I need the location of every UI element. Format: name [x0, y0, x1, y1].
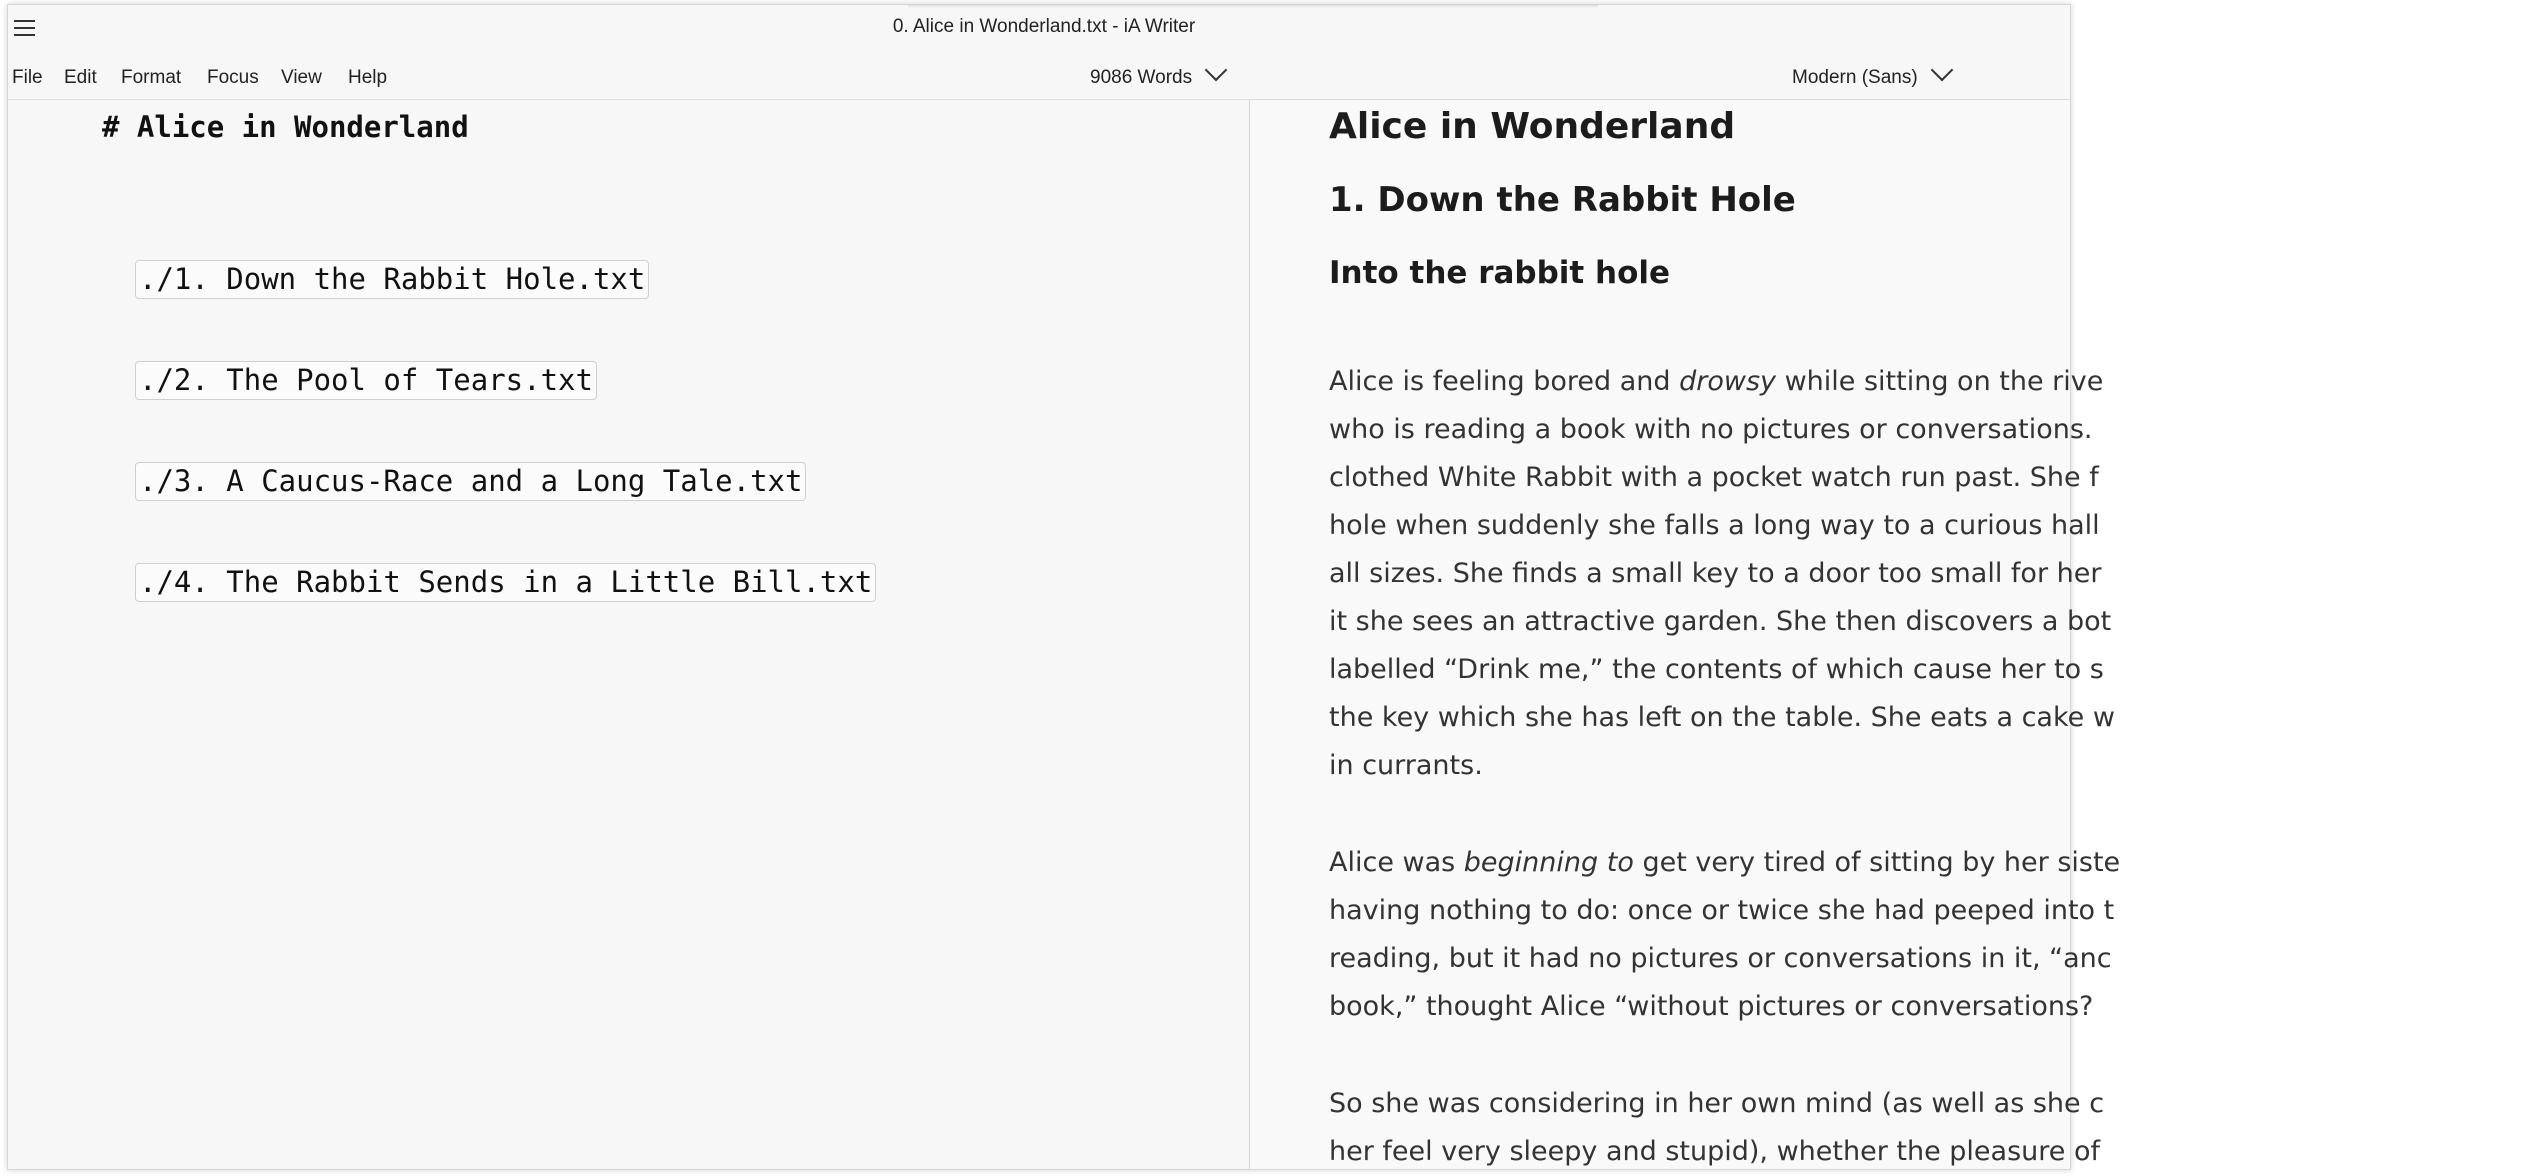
- paragraph-line: her feel very sleepy and stupid), whether the pleasure of: [1329, 1136, 2100, 1167]
- menu-file[interactable]: File: [12, 67, 43, 88]
- editor-heading: # Alice in Wonderland: [102, 110, 469, 144]
- preview-chapter-heading: 1. Down the Rabbit Hole: [1329, 180, 1796, 220]
- menu-format[interactable]: Format: [121, 67, 182, 88]
- font-mode-dropdown[interactable]: [1792, 67, 1950, 89]
- word-count-label: 9086 Words: [1090, 67, 1193, 88]
- menu-bar: [8, 59, 2070, 99]
- menu-help[interactable]: Help: [348, 67, 388, 88]
- title-shadow: [908, 5, 1598, 8]
- file-link-1[interactable]: ./1. Down the Rabbit Hole.txt: [135, 260, 649, 299]
- paragraph-line: clothed White Rabbit with a pocket watch run past. She f: [1329, 462, 2099, 493]
- preview-section-heading: Into the rabbit hole: [1329, 255, 1671, 291]
- paragraph-line: labelled “Drink me,” the contents of which cause her to s: [1329, 654, 2104, 685]
- menu-focus[interactable]: Focus: [207, 67, 259, 88]
- menu-view[interactable]: View: [281, 67, 322, 88]
- paragraph-line: having nothing to do: once or twice she had peeped into t: [1329, 895, 2115, 926]
- window-title: 0. Alice in Wonderland.txt - iA Writer: [892, 16, 1196, 37]
- paragraph-line: Alice is feeling bored and drowsy while sitting on the rive: [1329, 366, 2104, 397]
- file-link-4[interactable]: ./4. The Rabbit Sends in a Little Bill.txt: [135, 563, 876, 602]
- paragraph-line: reading, but it had no pictures or conversations in it, “anc: [1329, 943, 2112, 974]
- emphasis-text: drowsy: [1679, 366, 1776, 397]
- preview-pane[interactable]: [1250, 100, 2121, 1169]
- paragraph-line: all sizes. She finds a small key to a door too small for her: [1329, 558, 2102, 589]
- paragraph-line: hole when suddenly she falls a long way to a curious hall: [1329, 510, 2100, 541]
- paragraph-line: book,” thought Alice “without pictures or conversations?: [1329, 991, 2094, 1022]
- paragraph-line: it she sees an attractive garden. She then discovers a bot: [1329, 606, 2112, 637]
- preview-paragraph-3: [1329, 1080, 2104, 1176]
- font-mode-label: Modern (Sans): [1792, 67, 1918, 88]
- paragraph-line: So she was considering in her own mind (as well as she c: [1329, 1088, 2105, 1119]
- emphasis-text: beginning to: [1463, 847, 1634, 878]
- editor-pane[interactable]: [8, 100, 1250, 1169]
- preview-title: Alice in Wonderland: [1329, 106, 1736, 147]
- file-link-2[interactable]: ./2. The Pool of Tears.txt: [135, 361, 597, 400]
- app-window: [7, 4, 2121, 1170]
- paragraph-line: in currants.: [1329, 750, 1483, 781]
- preview-paragraph-1: [1329, 358, 2115, 790]
- preview-paragraph-2: [1329, 839, 2120, 1031]
- paragraph-line: Alice was beginning to get very tired of sitting by her siste: [1329, 847, 2121, 878]
- file-link-3[interactable]: ./3. A Caucus-Race and a Long Tale.txt: [135, 462, 806, 501]
- paragraph-line: the key which she has left on the table. She eats a cake w: [1329, 702, 2115, 733]
- menu-edit[interactable]: Edit: [64, 67, 97, 88]
- chevron-down-icon: [1930, 59, 1953, 82]
- paragraph-line: who is reading a book with no pictures or conversations.: [1329, 414, 2093, 445]
- chevron-down-icon: [1205, 59, 1228, 82]
- word-count-dropdown[interactable]: [1090, 67, 1224, 89]
- title-bar: [8, 5, 2070, 51]
